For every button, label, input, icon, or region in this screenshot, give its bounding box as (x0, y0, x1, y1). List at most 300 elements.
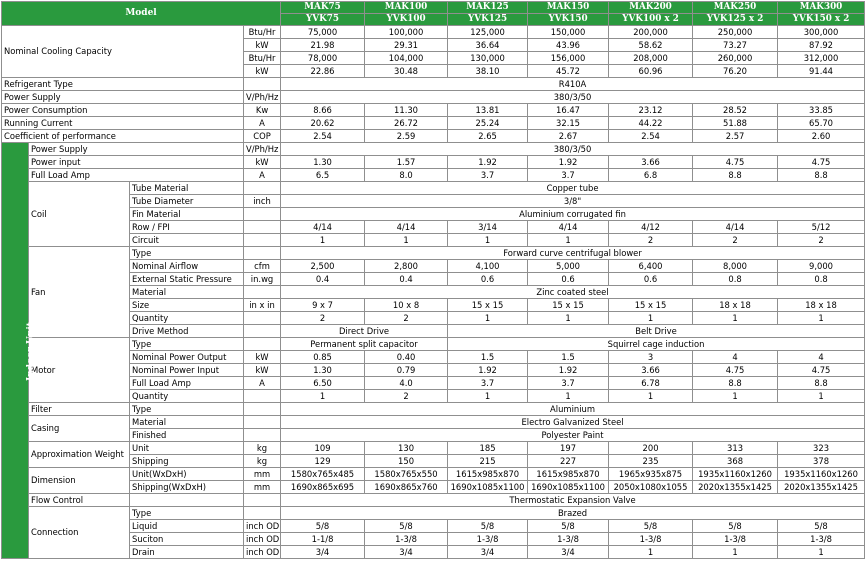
value-cell: 2.54 (281, 130, 365, 143)
value-cell: 21.98 (281, 39, 365, 52)
indoor-row-fan-external-static-pressure (2, 273, 865, 286)
value-cell: 1 (448, 312, 528, 325)
value-cell-merged: Aluminium corrugated fin (281, 208, 865, 221)
value-cell: 1690x865x695 (281, 481, 365, 494)
indoor-row-power-input (2, 156, 865, 169)
value-cell-merged: Forward curve centrifugal blower (281, 247, 865, 260)
value-cell: 4/12 (609, 221, 693, 234)
value-cell: 313 (693, 442, 778, 455)
indoor-row-full-load-amp (2, 169, 865, 182)
value-cell: 1965x935x875 (609, 468, 693, 481)
value-cell: 0.4 (281, 273, 365, 286)
value-cell: 28.52 (693, 104, 778, 117)
group-label-approximation-weight: Approximation Weight (29, 442, 130, 468)
value-cell: 26.72 (365, 117, 448, 130)
value-cell: 1-3/8 (528, 533, 609, 546)
value-cell-span: Squirrel cage induction (448, 338, 865, 351)
value-cell: 1615x985x870 (528, 468, 609, 481)
value-cell: 1690x865x760 (365, 481, 448, 494)
value-cell: 3/4 (281, 546, 365, 559)
indoor-row-dimension-unit-wxdxh (2, 468, 865, 481)
value-cell: 130,000 (448, 52, 528, 65)
header-row-mak (2, 2, 865, 14)
value-cell: 32.15 (528, 117, 609, 130)
value-cell: 2.57 (693, 130, 778, 143)
indoor-row-motor-full-load-amp (2, 377, 865, 390)
value-cell: 8.66 (281, 104, 365, 117)
unit-cell: inch OD (244, 520, 281, 533)
value-cell: 1.30 (281, 156, 365, 169)
value-cell: 5,000 (528, 260, 609, 273)
value-cell: 200,000 (609, 26, 693, 39)
value-cell-merged: 3/8" (281, 195, 865, 208)
unit-cell (244, 312, 281, 325)
indoor-row-flow-control-value (2, 494, 865, 507)
sub-label-size: Size (130, 299, 244, 312)
value-cell: 3.7 (528, 169, 609, 182)
value-cell-merged: 380/3/50 (281, 91, 865, 104)
row-label-full-load-amp: Full Load Amp (29, 169, 244, 182)
value-cell: 1580x765x485 (281, 468, 365, 481)
value-cell: 6.50 (281, 377, 365, 390)
value-cell: 1 (693, 312, 778, 325)
sub-label-material: Material (130, 416, 244, 429)
value-cell: 1 (528, 312, 609, 325)
value-cell: 1 (528, 234, 609, 247)
indoor-row-motor-quantity (2, 390, 865, 403)
row-label-coefficient-of-performance: Coefficient of performance (2, 130, 244, 143)
unit-cell: V/Ph/Hz (244, 143, 281, 156)
value-cell: 185 (448, 442, 528, 455)
indoor-row-filter-type (2, 403, 865, 416)
sub-label-row-fpi: Row / FPI (130, 221, 244, 234)
value-cell: 150,000 (528, 26, 609, 39)
value-cell: 58.62 (609, 39, 693, 52)
value-cell: 2 (281, 312, 365, 325)
value-cell: 0.6 (448, 273, 528, 286)
sub-label-type: Type (130, 507, 244, 520)
unit-cell: COP (244, 130, 281, 143)
indoor-unit-side-label (2, 143, 36, 559)
value-cell: 0.8 (778, 273, 865, 286)
value-cell: 76.20 (693, 65, 778, 78)
model-mak-header: MAK75 (281, 2, 365, 14)
unit-cell (244, 221, 281, 234)
unit-cell (244, 507, 281, 520)
value-cell: 1615x985x870 (448, 468, 528, 481)
row-label-power-supply: Power Supply (29, 143, 244, 156)
value-cell-span: Belt Drive (448, 325, 865, 338)
row-label-power-input: Power input (29, 156, 244, 169)
indoor-row-fan-nominal-airflow (2, 260, 865, 273)
value-cell: 3.7 (528, 377, 609, 390)
value-cell: 8.8 (778, 169, 865, 182)
indoor-row-connection-suciton (2, 533, 865, 546)
value-cell: 300,000 (778, 26, 865, 39)
value-cell: 323 (778, 442, 865, 455)
value-cell-merged: Zinc coated steel (281, 286, 865, 299)
indoor-row-coil-circuit (2, 234, 865, 247)
model-yvk-header: YVK100 (365, 14, 448, 26)
value-cell: 15 x 15 (609, 299, 693, 312)
value-cell: 156,000 (528, 52, 609, 65)
sub-label-full-load-amp: Full Load Amp (130, 377, 244, 390)
group-label-dimension: Dimension (29, 468, 130, 494)
value-cell: 1 (778, 390, 865, 403)
unit-cell (244, 325, 281, 338)
value-cell: 3/14 (448, 221, 528, 234)
value-cell: 130 (365, 442, 448, 455)
value-cell: 3.66 (609, 364, 693, 377)
value-cell: 3 (609, 351, 693, 364)
value-cell: 129 (281, 455, 365, 468)
value-cell-merged: Aluminium (281, 403, 865, 416)
row-label-refrigerant-type: Refrigerant Type (2, 78, 244, 91)
value-cell: 5/8 (693, 520, 778, 533)
indoor-row-fan-drive-method (2, 325, 865, 338)
value-cell: 30.48 (365, 65, 448, 78)
sub-label-type: Type (130, 247, 244, 260)
sub-label-drain: Drain (130, 546, 244, 559)
value-cell: 1-1/8 (281, 533, 365, 546)
value-cell: 65.70 (778, 117, 865, 130)
value-cell: 1.92 (528, 156, 609, 169)
value-cell: 2.59 (365, 130, 448, 143)
row-label-power-supply: Power Supply (2, 91, 244, 104)
general-row-running-current (2, 117, 865, 130)
value-cell: 1-3/8 (448, 533, 528, 546)
value-cell: 4/14 (693, 221, 778, 234)
group-label-coil: Coil (29, 182, 130, 247)
value-cell: 1 (778, 312, 865, 325)
value-cell: 22.86 (281, 65, 365, 78)
value-cell: 5/8 (528, 520, 609, 533)
sub-label-nominal-airflow: Nominal Airflow (130, 260, 244, 273)
value-cell: 1.57 (365, 156, 448, 169)
sub-label-type: Type (130, 403, 244, 416)
value-cell: 378 (778, 455, 865, 468)
value-cell: 1.92 (448, 156, 528, 169)
value-cell: 11.30 (365, 104, 448, 117)
value-cell: 1 (778, 546, 865, 559)
value-cell: 368 (693, 455, 778, 468)
group-label-casing: Casing (29, 416, 130, 442)
sub-label-finished: Finished (130, 429, 244, 442)
value-cell: 38.10 (448, 65, 528, 78)
model-mak-header: MAK150 (528, 2, 609, 14)
value-cell: 16.47 (528, 104, 609, 117)
value-cell: 4/14 (365, 221, 448, 234)
indoor-row-power-supply (2, 143, 865, 156)
indoor-row-casing-finished (2, 429, 865, 442)
unit-cell: kW (244, 156, 281, 169)
value-cell: 0.6 (528, 273, 609, 286)
value-cell: 45.72 (528, 65, 609, 78)
value-cell: 3/4 (528, 546, 609, 559)
unit-cell: kW (244, 351, 281, 364)
value-cell: 15 x 15 (448, 299, 528, 312)
indoor-row-motor-type (2, 338, 865, 351)
unit-cell (244, 208, 281, 221)
value-cell: 8.0 (365, 169, 448, 182)
value-cell: 8.8 (778, 377, 865, 390)
value-cell: 36.64 (448, 39, 528, 52)
value-cell: 20.62 (281, 117, 365, 130)
value-cell: 2020x1355x1425 (693, 481, 778, 494)
group-label-flow-control: Flow Control (29, 494, 130, 507)
unit-cell (244, 338, 281, 351)
model-mak-header: MAK200 (609, 2, 693, 14)
value-cell: 227 (528, 455, 609, 468)
value-cell: 73.27 (693, 39, 778, 52)
indoor-row-fan-quantity (2, 312, 865, 325)
unit-cell (244, 234, 281, 247)
value-cell-merged: Copper tube (281, 182, 865, 195)
value-cell: 208,000 (609, 52, 693, 65)
value-cell-merged: Brazed (281, 507, 865, 520)
indoor-unit-label: Indoor Unit (25, 321, 36, 381)
unit-cell (244, 416, 281, 429)
value-cell-merged: 380/3/50 (281, 143, 865, 156)
model-header: Model (2, 2, 281, 26)
unit-cell: A (244, 377, 281, 390)
value-cell: 5/8 (281, 520, 365, 533)
value-cell: 5/12 (778, 221, 865, 234)
value-cell: 0.8 (693, 273, 778, 286)
value-cell: 9,000 (778, 260, 865, 273)
value-cell: 3/4 (365, 546, 448, 559)
sub-label-unit-wxdxh: Unit(WxDxH) (130, 468, 244, 481)
unit-cell: inch OD (244, 533, 281, 546)
value-cell: 25.24 (448, 117, 528, 130)
value-cell: 5/8 (365, 520, 448, 533)
value-cell: 235 (609, 455, 693, 468)
value-cell: 5/8 (778, 520, 865, 533)
model-yvk-header: YVK100 x 2 (609, 14, 693, 26)
group-label-filter: Filter (29, 403, 130, 416)
value-cell: 4.0 (365, 377, 448, 390)
sub-label-suciton: Suciton (130, 533, 244, 546)
general-row-coefficient-of-performance (2, 130, 865, 143)
value-cell: 1.5 (528, 351, 609, 364)
value-cell: 2,800 (365, 260, 448, 273)
sub-label-material: Material (130, 286, 244, 299)
value-cell: 8.8 (693, 169, 778, 182)
value-cell: 4 (778, 351, 865, 364)
value-cell: 23.12 (609, 104, 693, 117)
value-cell: 10 x 8 (365, 299, 448, 312)
value-cell: 1-3/8 (693, 533, 778, 546)
value-cell: 4.75 (693, 364, 778, 377)
indoor-row-coil-tube-diameter (2, 195, 865, 208)
sub-label-type: Type (130, 338, 244, 351)
sub-label-fin-material: Fin Material (130, 208, 244, 221)
value-cell: 250,000 (693, 26, 778, 39)
value-cell: 2,500 (281, 260, 365, 273)
value-cell: 1-3/8 (778, 533, 865, 546)
sub-label-quantity: Quantity (130, 312, 244, 325)
value-cell: 3.7 (448, 169, 528, 182)
unit-cell (244, 286, 281, 299)
value-cell: 8,000 (693, 260, 778, 273)
unit-cell (244, 403, 281, 416)
model-yvk-header: YVK150 (528, 14, 609, 26)
unit-cell: mm (244, 468, 281, 481)
value-cell: 1 (365, 234, 448, 247)
value-cell: 3.7 (448, 377, 528, 390)
sub-label-nominal-power-output: Nominal Power Output (130, 351, 244, 364)
unit-cell: Btu/Hr (244, 52, 281, 65)
value-cell: 91.44 (778, 65, 865, 78)
value-cell: 29.31 (365, 39, 448, 52)
unit-cell: inch (244, 195, 281, 208)
value-cell: 5/8 (448, 520, 528, 533)
indoor-row-fan-material (2, 286, 865, 299)
value-cell: 8.8 (693, 377, 778, 390)
sub-label-tube-diameter: Tube Diameter (130, 195, 244, 208)
value-cell: 104,000 (365, 52, 448, 65)
value-cell: 5/8 (609, 520, 693, 533)
sub-label-blank (130, 494, 244, 507)
indoor-row-coil-tube-material (2, 182, 865, 195)
unit-cell: in.wg (244, 273, 281, 286)
value-cell-span: Direct Drive (281, 325, 448, 338)
value-cell: 1 (609, 546, 693, 559)
value-cell: 200 (609, 442, 693, 455)
value-cell: 1.5 (448, 351, 528, 364)
indoor-row-dimension-shipping-wxdxh (2, 481, 865, 494)
group-label-motor: Motor (29, 338, 130, 403)
value-cell: 6.5 (281, 169, 365, 182)
value-cell: 6.8 (609, 169, 693, 182)
sub-label-tube-material: Tube Material (130, 182, 244, 195)
value-cell: 2 (365, 312, 448, 325)
indoor-row-approximation-weight-unit (2, 442, 865, 455)
row-label-power-consumption: Power Consumption (2, 104, 244, 117)
value-cell: 4,100 (448, 260, 528, 273)
value-cell: 0.85 (281, 351, 365, 364)
unit-cell: V/Ph/Hz (244, 91, 281, 104)
value-cell: 1.92 (448, 364, 528, 377)
value-cell: 2 (365, 390, 448, 403)
sub-label-shipping: Shipping (130, 455, 244, 468)
value-cell: 125,000 (448, 26, 528, 39)
value-cell: 1 (448, 234, 528, 247)
value-cell: 1 (281, 234, 365, 247)
value-cell: 1 (528, 390, 609, 403)
value-cell: 2.67 (528, 130, 609, 143)
value-cell: 43.96 (528, 39, 609, 52)
general-row-nominal-cooling-capacity (2, 26, 865, 39)
unit-cell: kg (244, 442, 281, 455)
value-cell: 1 (609, 312, 693, 325)
value-cell: 1-3/8 (365, 533, 448, 546)
general-row-refrigerant-type (2, 78, 865, 91)
value-cell: 33.85 (778, 104, 865, 117)
specification-table (1, 1, 865, 559)
indoor-row-connection-type (2, 507, 865, 520)
value-cell: 3/4 (448, 546, 528, 559)
indoor-row-coil-fin-material (2, 208, 865, 221)
unit-cell: mm (244, 481, 281, 494)
value-cell: 2.65 (448, 130, 528, 143)
value-cell-merged: Polyester Paint (281, 429, 865, 442)
group-label-connection: Connection (29, 507, 130, 559)
model-mak-header: MAK125 (448, 2, 528, 14)
value-cell: 2020x1355x1425 (778, 481, 865, 494)
sub-label-unit: Unit (130, 442, 244, 455)
unit-cell (244, 494, 281, 507)
value-cell: 1-3/8 (609, 533, 693, 546)
general-row-power-consumption (2, 104, 865, 117)
value-cell: 150 (365, 455, 448, 468)
indoor-row-fan-size (2, 299, 865, 312)
value-cell: 6.78 (609, 377, 693, 390)
value-cell: 2.60 (778, 130, 865, 143)
value-cell: 1.92 (528, 364, 609, 377)
indoor-row-approximation-weight-shipping (2, 455, 865, 468)
value-cell: 18 x 18 (693, 299, 778, 312)
value-cell: 87.92 (778, 39, 865, 52)
value-cell: 13.81 (448, 104, 528, 117)
value-cell-merged: Thermostatic Expansion Valve (281, 494, 865, 507)
sub-label-shipping-wxdxh: Shipping(WxDxH) (130, 481, 244, 494)
value-cell-merged: R410A (281, 78, 865, 91)
value-cell: 1 (448, 390, 528, 403)
model-mak-header: MAK300 (778, 2, 865, 14)
value-cell: 1.30 (281, 364, 365, 377)
value-cell: 51.88 (693, 117, 778, 130)
value-cell: 312,000 (778, 52, 865, 65)
indoor-row-coil-row-fpi (2, 221, 865, 234)
value-cell: 1 (693, 546, 778, 559)
value-cell: 1 (693, 390, 778, 403)
value-cell: 3.66 (609, 156, 693, 169)
value-cell: 1690x1085x1100 (448, 481, 528, 494)
unit-cell: A (244, 117, 281, 130)
value-cell: 1 (609, 390, 693, 403)
value-cell: 197 (528, 442, 609, 455)
value-cell: 78,000 (281, 52, 365, 65)
value-cell: 75,000 (281, 26, 365, 39)
value-cell: 0.79 (365, 364, 448, 377)
model-yvk-header: YVK150 x 2 (778, 14, 865, 26)
value-cell: 260,000 (693, 52, 778, 65)
sub-label-external-static-pressure: External Static Pressure (130, 273, 244, 286)
value-cell: 4/14 (528, 221, 609, 234)
value-cell: 44.22 (609, 117, 693, 130)
unit-cell (244, 390, 281, 403)
unit-cell: kW (244, 39, 281, 52)
model-yvk-header: YVK125 (448, 14, 528, 26)
value-cell: 1935x1160x1260 (778, 468, 865, 481)
unit-cell: kW (244, 364, 281, 377)
sub-label-liquid: Liquid (130, 520, 244, 533)
unit-cell: Kw (244, 104, 281, 117)
value-cell: 1935x1160x1260 (693, 468, 778, 481)
unit-cell: inch OD (244, 546, 281, 559)
unit-cell: Btu/Hr (244, 26, 281, 39)
value-cell: 100,000 (365, 26, 448, 39)
indoor-row-motor-nominal-power-output (2, 351, 865, 364)
indoor-row-motor-nominal-power-input (2, 364, 865, 377)
value-cell: 1690x1085x1100 (528, 481, 609, 494)
unit-cell: kW (244, 65, 281, 78)
row-label-running-current: Running Current (2, 117, 244, 130)
value-cell: 6,400 (609, 260, 693, 273)
indoor-row-fan-type (2, 247, 865, 260)
sub-label-drive-method: Drive Method (130, 325, 244, 338)
